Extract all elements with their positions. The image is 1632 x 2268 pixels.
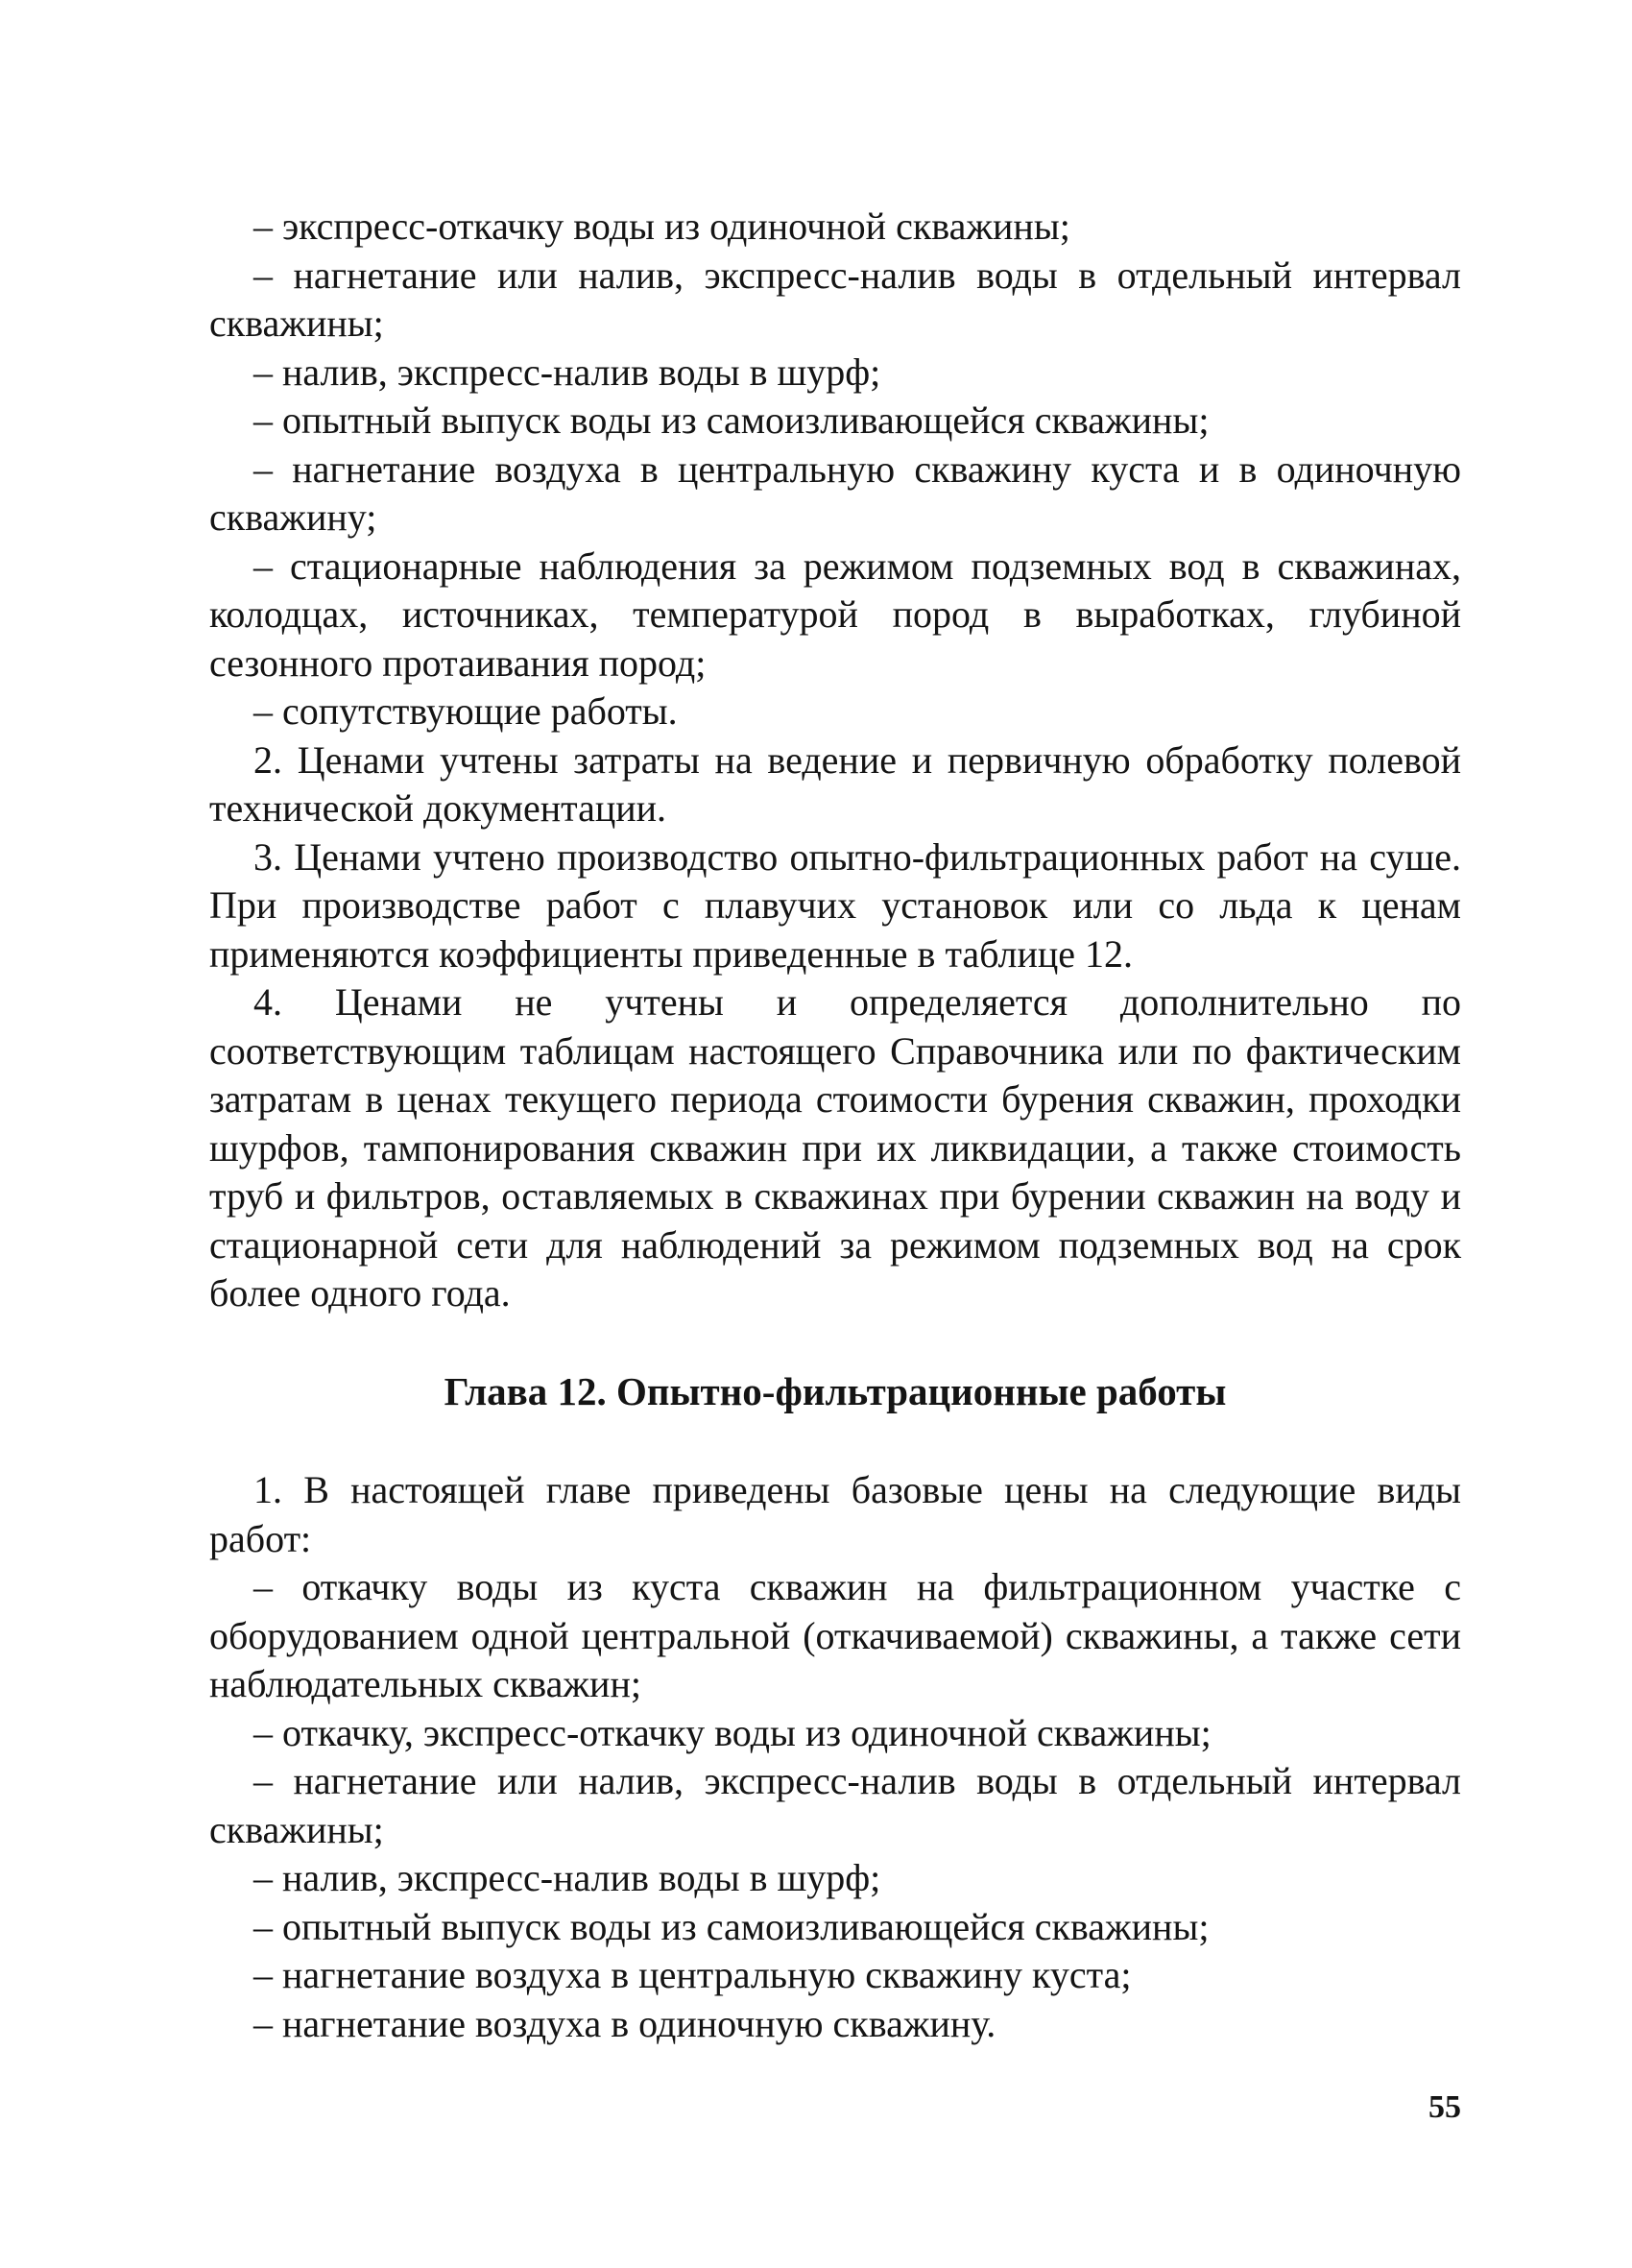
paragraph: – экспресс-откачку воды из одиночной скважины; xyxy=(253,205,1070,248)
paragraph: – нагнетание воздуха в одиночную скважину. xyxy=(253,2001,996,2045)
top-text-block xyxy=(209,203,1461,1318)
paragraph: – налив, экспресс-налив воды в шурф; xyxy=(253,1856,881,1899)
paragraph: 4. Ценами не учтены и определяется дополнительно по соответствующим таблицам настоящего Справочника или по фактическим затратам в ценах текущего периода стоимости бурения скважин, проходки шурфов, тампонирования скважин при их ликвидации, а также стоимость труб и фильтров, оставляемых в скважинах при бурении скважин на воду и стационарной сети для наблюдений за режимом подземных вод на срок более одного года. xyxy=(209,980,1461,1315)
paragraph: – нагнетание или налив, экспресс-налив воды в отдельный интервал скважины; xyxy=(209,1759,1461,1851)
paragraph: 2. Ценами учтены затраты на ведение и первичную обработку полевой технической документации. xyxy=(209,737,1461,830)
paragraph: 1. В настоящей главе приведены базовые цены на следующие виды работ: xyxy=(209,1468,1461,1560)
paragraph: – нагнетание воздуха в центральную скважину куста; xyxy=(253,1953,1132,1996)
bottom-text-block xyxy=(209,1466,1461,2048)
paragraph: 3. Ценами учтено производство опытно-фильтрационных работ на суше. При производстве работ с плавучих установок или со льда к ценам применяются коэффициенты приведенные в таблице 12. xyxy=(209,834,1461,976)
paragraph: – сопутствующие работы. xyxy=(253,689,678,733)
paragraph: – опытный выпуск воды из самоизливающейся скважины; xyxy=(253,1904,1210,1948)
paragraph: – нагнетание или налив, экспресс-налив воды в отдельный интервал скважины; xyxy=(209,253,1461,345)
paragraph: – нагнетание воздуха в центральную скважину куста и в одиночную скважину; xyxy=(209,446,1461,539)
paragraph: – откачку, экспресс-откачку воды из одиночной скважины; xyxy=(253,1710,1212,1754)
page-number: 55 xyxy=(1428,2089,1461,2125)
paragraph: – откачку воды из куста скважин на фильтрационном участке с оборудованием одной центральной (откачиваемой) скважины, а также сети наблюдательных скважин; xyxy=(209,1565,1461,1705)
paragraph: – опытный выпуск воды из самоизливающейся скважины; xyxy=(253,398,1210,442)
paragraph: – налив, экспресс-налив воды в шурф; xyxy=(253,350,881,394)
paragraph: – стационарные наблюдения за режимом подземных вод в скважинах, колодцах, источниках, температурой пород в выработках, глубиной сезонного протаивания пород; xyxy=(209,543,1461,685)
chapter-title: Глава 12. Опытно-фильтрационные работы xyxy=(444,1369,1227,1413)
